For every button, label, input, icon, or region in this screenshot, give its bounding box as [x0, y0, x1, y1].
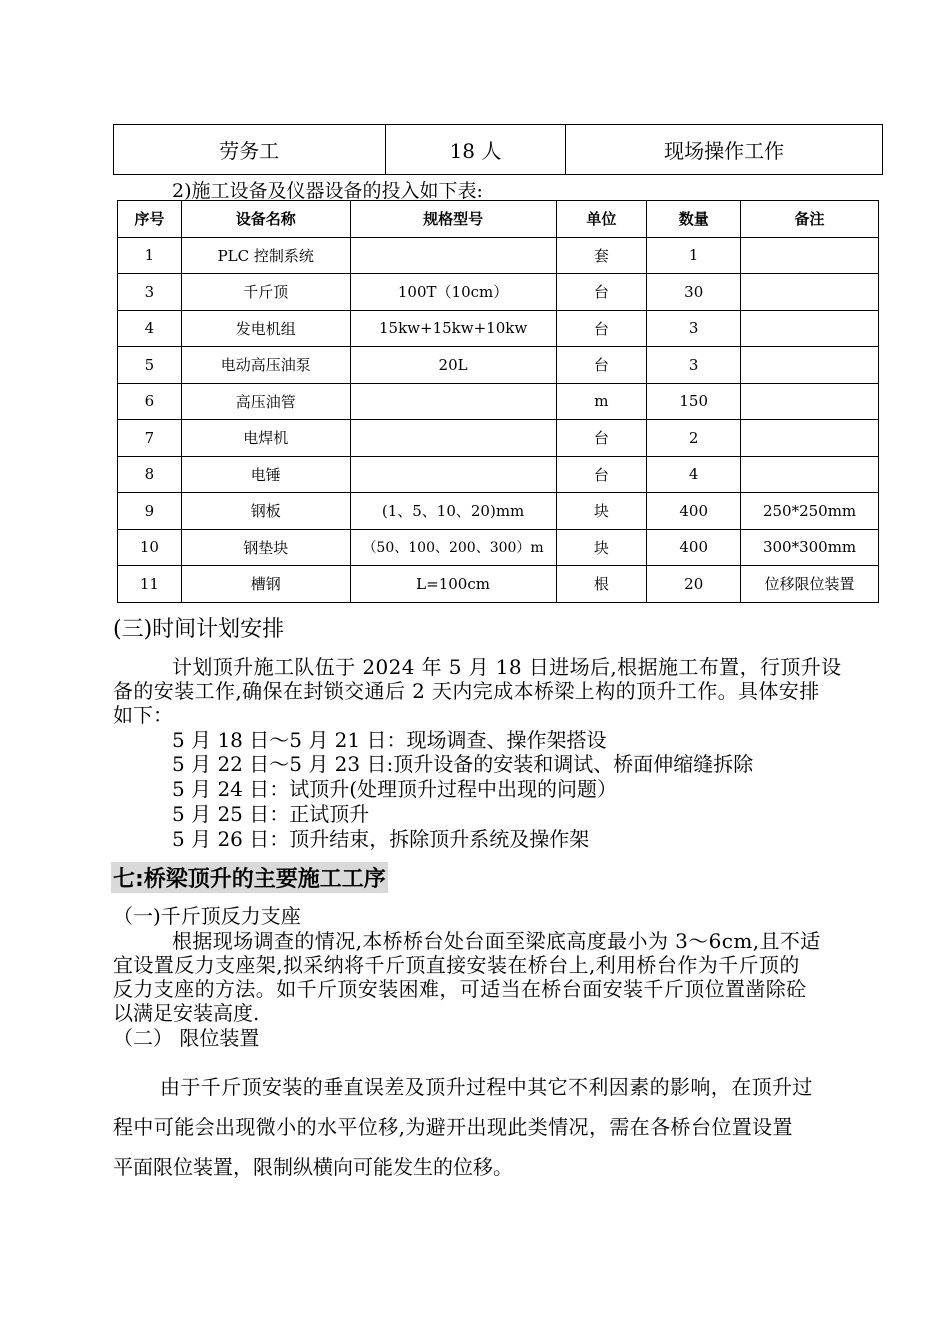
- table-cell: [741, 274, 879, 311]
- paragraph-line: 根据现场调查的情况,本桥桥台处台面至梁底高度最小为 3～6cm,且不适: [172, 929, 821, 953]
- table-cell: 钢板: [181, 493, 350, 530]
- table-row: [118, 310, 879, 347]
- table-cell: 套: [556, 237, 647, 274]
- table-cell: 400: [647, 529, 741, 566]
- table-row: [118, 347, 879, 384]
- table-cell: 7: [118, 420, 182, 457]
- column-header: 单位: [556, 201, 647, 238]
- table-cell: [741, 420, 879, 457]
- table-cell: 18 人: [385, 125, 566, 175]
- table-cell: 台: [556, 310, 647, 347]
- table-cell: 6: [118, 383, 182, 420]
- table-header-row: [118, 201, 879, 238]
- table-cell: L=100cm: [350, 566, 556, 603]
- table-cell: 根: [556, 566, 647, 603]
- table-row: [118, 493, 879, 530]
- table-cell: 现场操作工作: [566, 125, 883, 175]
- table-cell: 250*250mm: [741, 493, 879, 530]
- table-cell: 5: [118, 347, 182, 384]
- table-cell: 劳务工: [114, 125, 386, 175]
- table-cell: [741, 456, 879, 493]
- table-cell: 11: [118, 566, 182, 603]
- table-cell: 10: [118, 529, 182, 566]
- table-cell: 3: [118, 274, 182, 311]
- table-row: [118, 274, 879, 311]
- table-cell: 1: [647, 237, 741, 274]
- table-cell: 块: [556, 493, 647, 530]
- table-cell: 3: [647, 347, 741, 384]
- table-cell: [350, 383, 556, 420]
- schedule-item: 5 月 26 日：顶升结束，拆除顶升系统及操作架: [172, 827, 590, 851]
- table-cell: m: [556, 383, 647, 420]
- table-cell: [741, 237, 879, 274]
- paragraph-line: 由于千斤顶安装的垂直误差及顶升过程中其它不利因素的影响，在顶升过: [160, 1075, 813, 1099]
- table-cell: 400: [647, 493, 741, 530]
- schedule-item: 5 月 22 日～5 月 23 日:顶升设备的安装和调试、桥面伸缩缝拆除: [172, 752, 754, 776]
- table-cell: 电动高压油泵: [181, 347, 350, 384]
- table-cell: 台: [556, 274, 647, 311]
- subsection-heading: （一)千斤顶反力支座: [113, 904, 301, 928]
- table-cell: 2: [647, 420, 741, 457]
- table-cell: 3: [647, 310, 741, 347]
- column-header: 备注: [741, 201, 879, 238]
- table-cell: [741, 383, 879, 420]
- table-cell: 20: [647, 566, 741, 603]
- table-row: [118, 420, 879, 457]
- table-cell: [741, 310, 879, 347]
- table-cell: (1、5、10、20)mm: [350, 493, 556, 530]
- labor-table: [113, 124, 883, 175]
- table-row: [118, 566, 879, 603]
- table-cell: 台: [556, 347, 647, 384]
- paragraph-line: 宜设置反力支座架,拟采纳将千斤顶直接安装在桥台上,利用桥台作为千斤顶的: [113, 953, 800, 977]
- table-cell: 槽钢: [181, 566, 350, 603]
- table-cell: 电锤: [181, 456, 350, 493]
- equipment-table: [117, 200, 879, 603]
- table-cell: 100T（10cm）: [350, 274, 556, 311]
- table-cell: 块: [556, 529, 647, 566]
- table-cell: 150: [647, 383, 741, 420]
- column-header: 序号: [118, 201, 182, 238]
- table-cell: [350, 456, 556, 493]
- paragraph-line: 计划顶升施工队伍于 2024 年 5 月 18 日进场后,根据施工布置，行顶升设: [172, 655, 842, 679]
- table-cell: 电焊机: [181, 420, 350, 457]
- schedule-item: 5 月 18 日～5 月 21 日：现场调查、操作架搭设: [172, 728, 607, 752]
- paragraph-line: 程中可能会出现微小的水平位移,为避开出现此类情况，需在各桥台位置设置: [113, 1115, 793, 1139]
- schedule-item: 5 月 25 日：正试顶升: [172, 802, 370, 826]
- table-cell: [350, 420, 556, 457]
- table-cell: （50、100、200、300）m: [350, 529, 556, 566]
- table-cell: 高压油管: [181, 383, 350, 420]
- table-cell: 发电机组: [181, 310, 350, 347]
- schedule-item: 5 月 24 日：试顶升(处理顶升过程中出现的问题）: [172, 777, 618, 801]
- paragraph-line: 以满足安装高度.: [113, 1001, 260, 1025]
- table-cell: 台: [556, 456, 647, 493]
- table-cell: 9: [118, 493, 182, 530]
- table-cell: 8: [118, 456, 182, 493]
- table-row: [118, 383, 879, 420]
- table-row: [118, 237, 879, 274]
- table-row: [118, 529, 879, 566]
- table-row: [114, 125, 883, 175]
- column-header: 规格型号: [350, 201, 556, 238]
- table-cell: 300*300mm: [741, 529, 879, 566]
- column-header: 数量: [647, 201, 741, 238]
- paragraph-line: 备的安装工作,确保在封锁交通后 2 天内完成本桥梁上构的顶升工作。具体安排: [113, 679, 820, 703]
- table-cell: [741, 347, 879, 384]
- table-row: [118, 456, 879, 493]
- table-cell: 1: [118, 237, 182, 274]
- paragraph-line: 反力支座的方法。如千斤顶安装困难，可适当在桥台面安装千斤顶位置凿除砼: [113, 977, 807, 1001]
- table-cell: 30: [647, 274, 741, 311]
- table-cell: 台: [556, 420, 647, 457]
- table-cell: 4: [647, 456, 741, 493]
- table-cell: [350, 237, 556, 274]
- table-cell: 位移限位装置: [741, 566, 879, 603]
- paragraph-line: 平面限位装置，限制纵横向可能发生的位移。: [113, 1155, 513, 1179]
- table-cell: 20L: [350, 347, 556, 384]
- table-cell: 4: [118, 310, 182, 347]
- table-cell: 千斤顶: [181, 274, 350, 311]
- column-header: 设备名称: [181, 201, 350, 238]
- table-cell: PLC 控制系统: [181, 237, 350, 274]
- subsection-heading: （二） 限位装置: [113, 1026, 260, 1050]
- section-heading: 七:桥梁顶升的主要施工工序: [111, 862, 388, 893]
- table-cell: 钢垫块: [181, 529, 350, 566]
- paragraph-line: 如下：: [113, 703, 173, 727]
- equipment-table-title: 2)施工设备及仪器设备的投入如下表:: [172, 180, 483, 202]
- table-cell: 15kw+15kw+10kw: [350, 310, 556, 347]
- schedule-heading: (三)时间计划安排: [113, 617, 285, 642]
